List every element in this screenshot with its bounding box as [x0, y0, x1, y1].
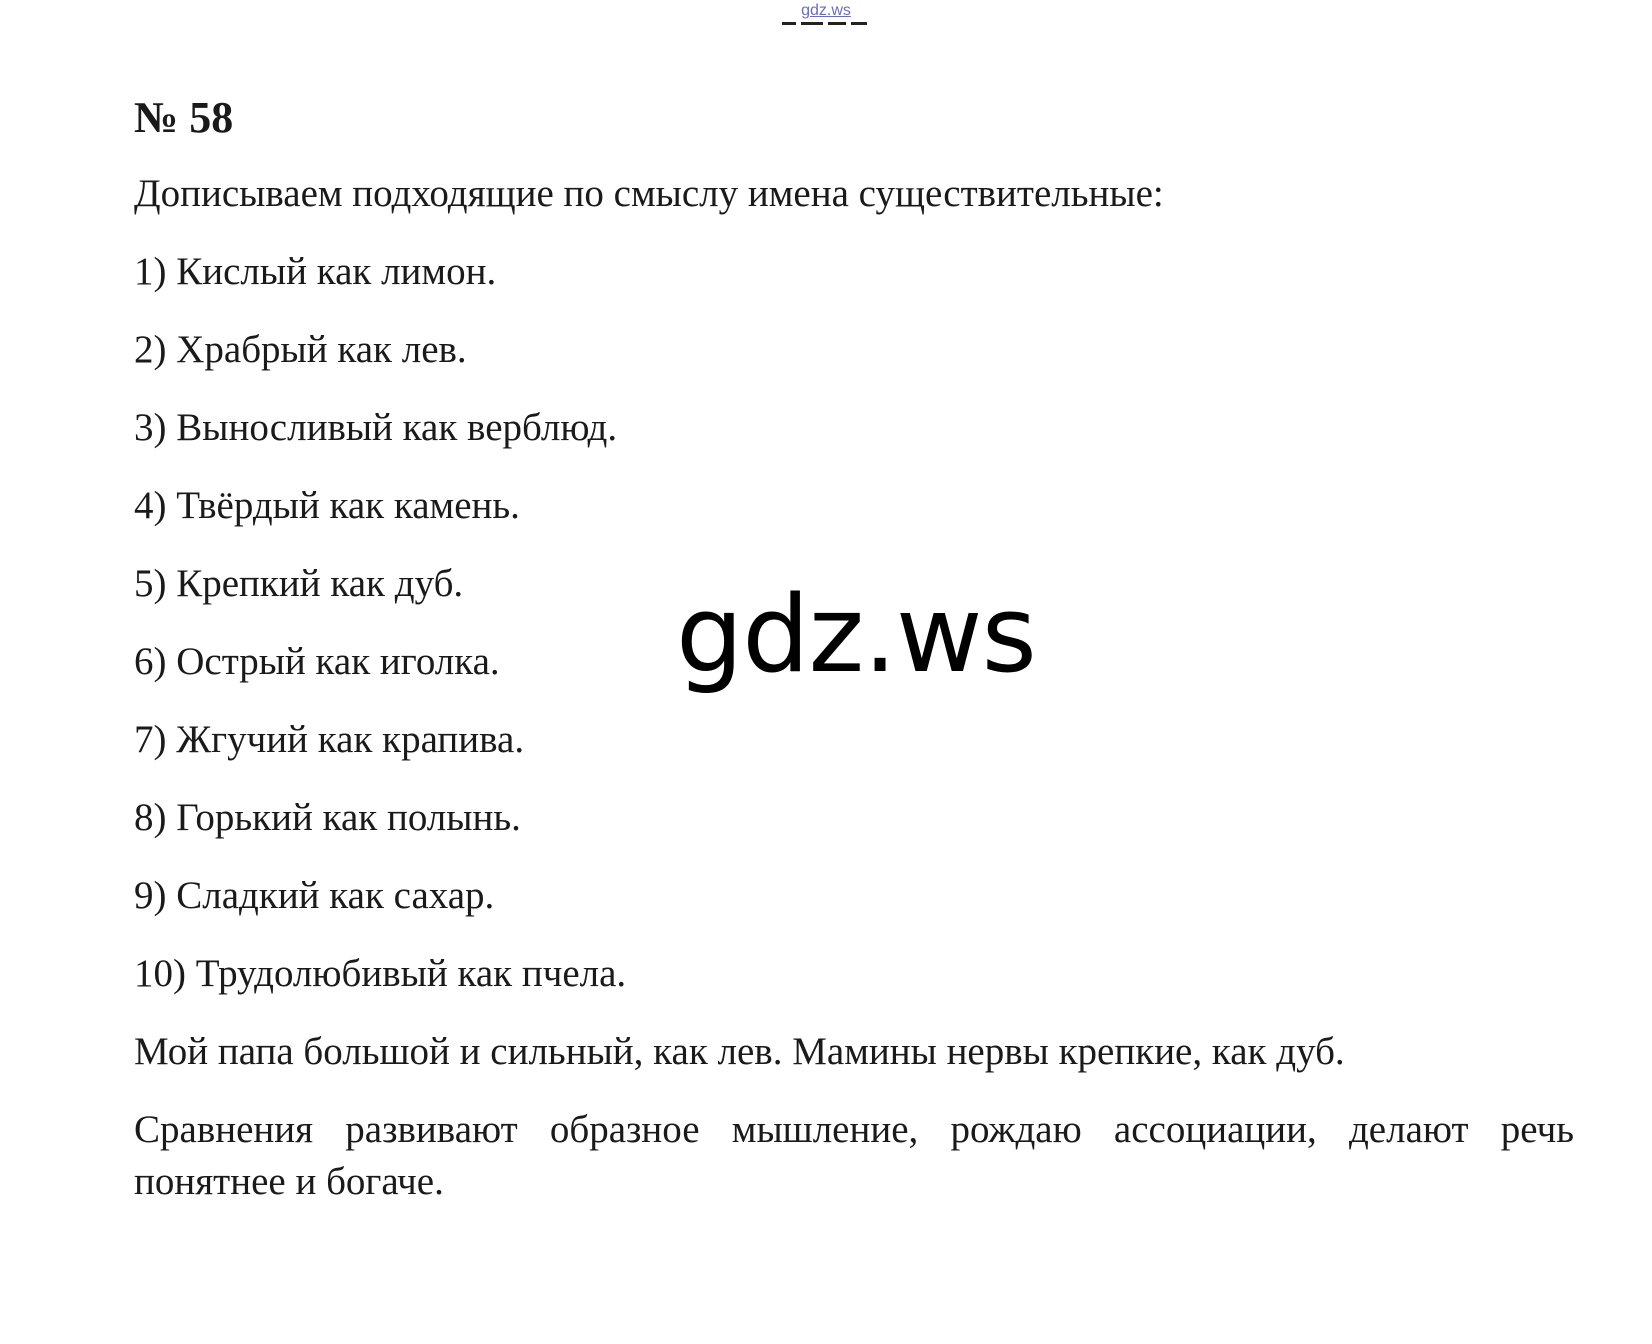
answer-item: 4) Твёрдый как камень.	[134, 484, 520, 527]
header-cropped-text-fragment	[782, 22, 892, 28]
answer-item: 6) Острый как иголка.	[134, 640, 500, 683]
task-instruction: Дописываем подходящие по смыслу имена существительные:	[134, 172, 1164, 215]
example-sentence: Мой папа большой и сильный, как лев. Мамины нервы крепкие, как дуб.	[134, 1030, 1345, 1073]
answer-item: 1) Кислый как лимон.	[134, 250, 497, 293]
watermark-logo: gdz.ws	[676, 573, 1036, 696]
answer-item: 10) Трудолюбивый как пчела.	[134, 952, 627, 995]
answer-item: 8) Горький как полынь.	[134, 796, 521, 839]
answer-item: 5) Крепкий как дуб.	[134, 562, 464, 605]
conclusion-paragraph: Сравнения развивают образное мышление, рождаю ассоциации, делают речь понятнее и богаче.	[134, 1108, 1574, 1203]
answer-item: 3) Выносливый как верблюд.	[134, 406, 618, 449]
answer-item: 9) Сладкий как сахар.	[134, 874, 495, 917]
header-site-link[interactable]: gdz.ws	[801, 2, 851, 19]
answer-item: 2) Храбрый как лев.	[134, 328, 467, 371]
answer-item: 7) Жгучий как крапива.	[134, 718, 525, 761]
task-number: № 58	[134, 93, 234, 142]
